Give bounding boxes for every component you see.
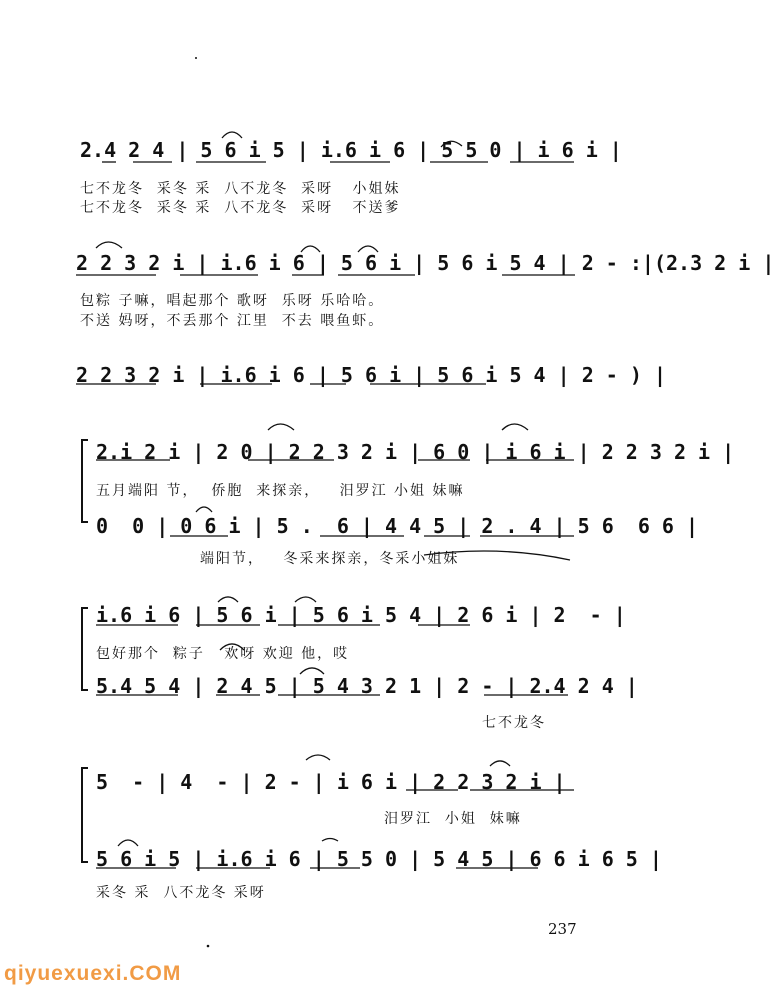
score-row-4-bottom-lyric: 端阳节， 冬采来探亲，冬采小姐妹 (200, 551, 460, 567)
score-row-5-top-lyric: 包好那个 粽子 欢呀 欢迎 他，哎 (96, 646, 350, 662)
score-row-1-lyric-verse-2: 七不龙冬 采冬 采 八不龙冬 采呀 不送爹 (80, 200, 401, 216)
score-row-5-bottom-notes: 5.4 5 4 | 2 4 5 | 5 4 3 2 1 | 2 - | 2.4 2 4 | (96, 674, 638, 698)
score-row-4-bottom-notes: 0 0 | 0 6 i | 5 . 6 | 4 4 5 | 2 . 4 | 5 6 6 6 | (96, 514, 699, 538)
score-row-2-notes: 2 2 3 2 i | i.6 i 6 | 5 6 i | 5 6 i 5 4 | 2 - :|(2.3 2 i | (76, 251, 774, 275)
score-row-6-bottom-notes: 5 6 i 5 | i.6 i 6 | 5 5 0 | 5 4 5 | 6 6 i 6 5 | (96, 847, 662, 871)
score-row-4-top-notes: 2.i 2 i | 2 0 | 2 2 3 2 i | 6 0 | i 6 i | 2 2 3 2 i | (96, 440, 735, 464)
score-row-2-lyric-verse-1: 包粽 子嘛，唱起那个 歌呀 乐呀 乐哈哈。 (80, 293, 385, 309)
score-row-5-bottom-lyric: 七不龙冬 (482, 715, 546, 731)
score-row-4-top-lyric: 五月端阳 节， 侨胞 来探亲， 汨罗江 小姐 妹嘛 (96, 483, 465, 499)
score-row-3-notes: 2 2 3 2 i | i.6 i 6 | 5 6 i | 5 6 i 5 4 | 2 - ) | (76, 363, 667, 387)
score-row-1-notes: 2.4 2 4 | 5 6 i 5 | i.6 i 6 | 5 5 0 | i 6 i | (80, 138, 622, 162)
score-row-2-lyric-verse-2: 不送 妈呀，不丢那个 江里 不去 喂鱼虾。 (80, 313, 385, 329)
score-row-6-top-notes: 5 - | 4 - | 2 - | i 6 i | 2 2 3 2 i | (96, 770, 566, 794)
score-row-6-bottom-lyric: 采冬 采 八不龙冬 采呀 (96, 885, 266, 901)
score-row-6-top-lyric: 汨罗江 小姐 妹嘛 (384, 811, 522, 827)
score-row-5-top-notes: i.6 i 6 | 5 6 i | 5 6 i 5 4 | 2 6 i | 2 - | (96, 603, 626, 627)
site-watermark: qiyuexuexi.COM (4, 962, 182, 985)
score-row-1-lyric-verse-1: 七不龙冬 采冬 采 八不龙冬 采呀 小姐妹 (80, 181, 401, 197)
page-number: 237 (548, 920, 577, 938)
